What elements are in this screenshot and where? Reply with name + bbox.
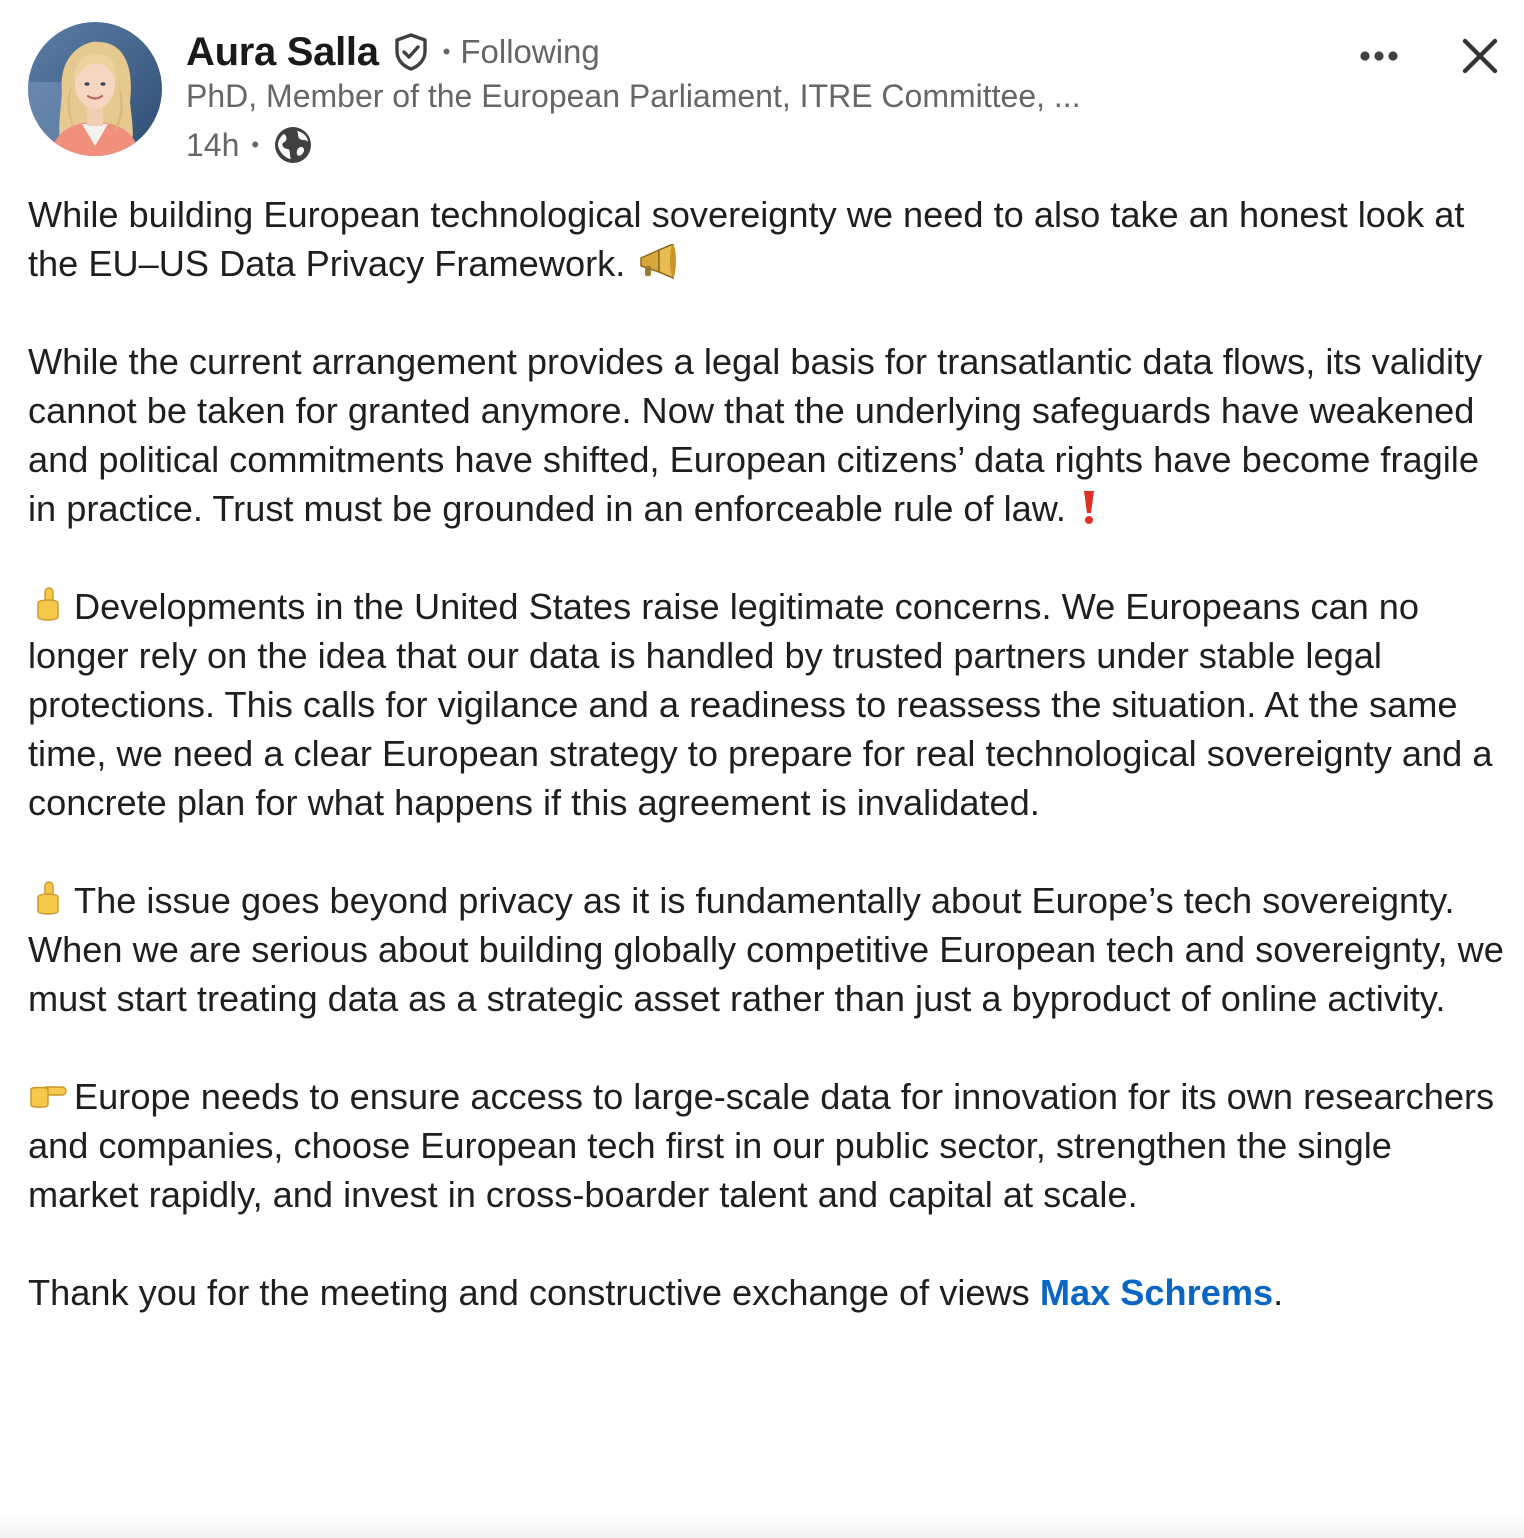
close-icon <box>1462 38 1498 74</box>
bottom-fade <box>0 1516 1524 1538</box>
post-paragraph-text: While building European technological sovereignty we need to also take an honest look at the EU–US Data Privacy Framework. <box>28 194 1465 284</box>
post-paragraph-text: Europe needs to ensure access to large-scale data for innovation for its own researchers and companies, choose European tech first in our public sector, strengthen the single market rapidly, and invest in cross-boarder talent and capital at scale. <box>28 1076 1495 1215</box>
separator-dot: • <box>442 39 451 64</box>
verified-shield-icon <box>391 32 431 72</box>
author-headline: PhD, Member of the European Parliament, ITRE Committee, ... <box>186 78 1081 114</box>
megaphone-emoji-icon <box>637 243 677 279</box>
exclamation-emoji-icon <box>1078 488 1100 524</box>
author-name[interactable]: Aura Salla <box>186 29 379 74</box>
pointing-up-emoji-icon <box>28 586 68 622</box>
post-paragraph-3 <box>28 582 1508 827</box>
post-paragraph-text: Developments in the United States raise legitimate concerns. We Europeans can no longer rely on the idea that our data is handled by trusted partners under stable legal protections. This calls for vigilance and a readiness to reassess the situation. At the same time, we need a clear European strategy to prepare for real technological sovereignty and a concrete plan for what happens if this agreement is invalidated. <box>28 586 1493 823</box>
more-options-button[interactable] <box>1350 34 1408 78</box>
post-paragraph-2 <box>28 337 1508 533</box>
post-paragraph-6 <box>28 1268 1508 1317</box>
globe-icon <box>273 125 313 165</box>
post-time: 14h <box>186 126 240 163</box>
separator-dot: • <box>251 132 260 157</box>
post-meta <box>186 122 313 168</box>
close-button[interactable] <box>1452 28 1508 84</box>
post-paragraph-text: The issue goes beyond privacy as it is fundamentally about Europe’s tech sovereignty. When we are serious about building globally competitive European tech and sovereignty, we must start treating data as a strategic asset rather than just a byproduct of online activity. <box>28 880 1504 1019</box>
author-avatar[interactable] <box>28 22 162 156</box>
mention-link[interactable]: Max Schrems <box>1039 1272 1274 1313</box>
author-name-row <box>186 24 600 80</box>
post-paragraph-text: Thank you for the meeting and constructive exchange of views <box>28 1272 1040 1313</box>
post-paragraph-text: . <box>1273 1272 1284 1313</box>
post-paragraph-text: While the current arrangement provides a legal basis for transatlantic data flows, its validity cannot be taken for granted anymore. Now that the underlying safeguards have weakened and political commitments have shifted, European citizens’ data rights have become fragile in practice. Trust must be grounded in an enforceable rule of law. <box>28 341 1483 529</box>
post-paragraph-5 <box>28 1072 1508 1219</box>
more-horizontal-icon <box>1359 50 1399 62</box>
pointing-up-emoji-icon <box>28 880 68 916</box>
avatar-image <box>28 22 162 156</box>
following-status[interactable]: Following <box>460 33 600 70</box>
pointing-right-emoji-icon <box>28 1076 68 1112</box>
post-body <box>28 190 1508 1317</box>
post-paragraph-1 <box>28 190 1508 288</box>
post-paragraph-4 <box>28 876 1508 1023</box>
